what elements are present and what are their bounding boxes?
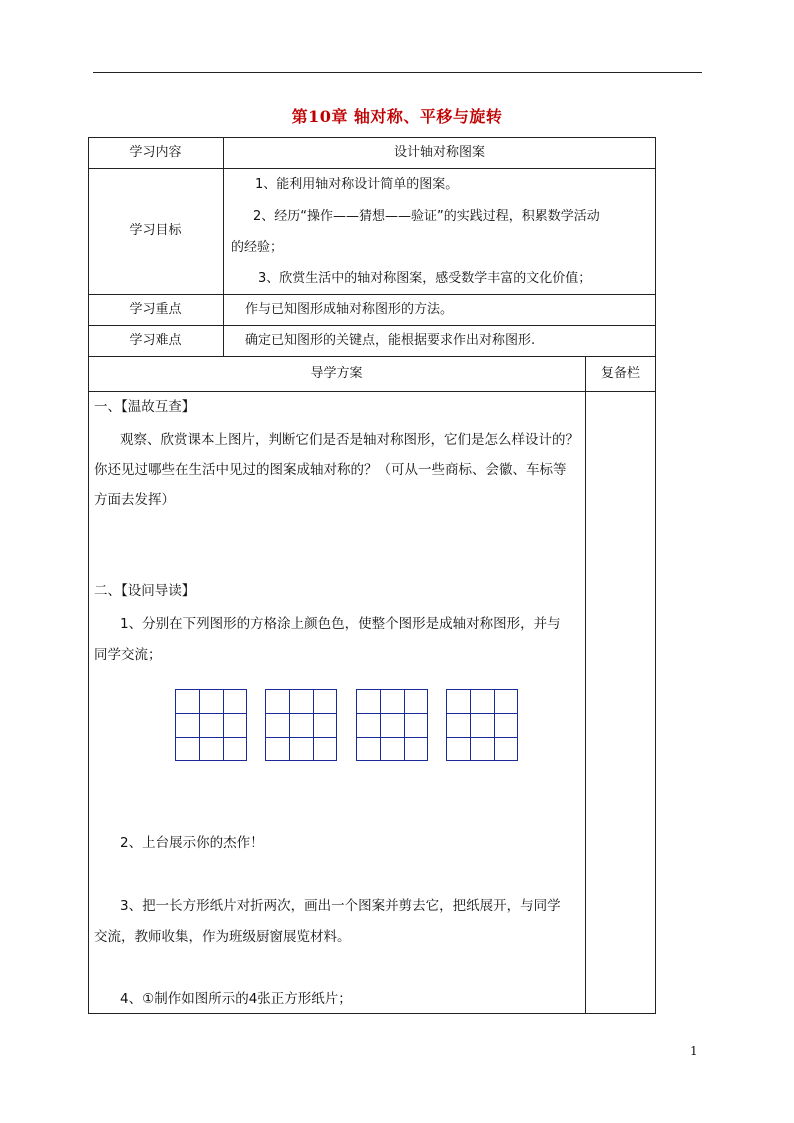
row-divider — [88, 168, 656, 169]
row-label-key-point: 学习重点 — [129, 302, 182, 317]
question-text: 1、分别在下列图形的方格涂上颜色色，使整个图形是成轴对称图形，并与 — [120, 616, 561, 632]
row-value-content: 设计轴对称图案 — [393, 145, 485, 160]
square-grid — [265, 689, 337, 761]
header-rule — [93, 72, 702, 73]
goal-line: 1、能利用轴对称设计简单的图案。 — [255, 177, 459, 192]
guide-header: 导学方案 — [310, 366, 363, 381]
goal-line: 3、欣赏生活中的轴对称图案，感受数学丰富的文化价值； — [258, 271, 592, 286]
question-text: 同学交流； — [94, 647, 162, 663]
row-value-key-point: 作与已知图形成轴对称图形的方法。 — [245, 302, 454, 317]
section-text: 方面去发挥） — [94, 492, 175, 508]
question-text: 4、①制作如图所示的4张正方形纸片； — [120, 991, 352, 1007]
section-text: 观察、欣赏课本上图片，判断它们是否是轴对称图形，它们是怎么样设计的？ — [120, 432, 579, 448]
row-divider — [88, 325, 656, 326]
question-text: 交流，教师收集，作为班级厨窗展览材料。 — [94, 929, 351, 945]
goal-line: 2、经历“操作——猜想——验证”的实践过程，积累数学活动 — [253, 209, 600, 224]
page-number: 1 — [690, 1044, 698, 1058]
review-header: 复备栏 — [600, 366, 640, 381]
square-grid — [356, 689, 428, 761]
question-text: 2、上台展示你的杰作！ — [120, 835, 264, 851]
section-heading: 二、【设问导读】 — [94, 583, 196, 599]
column-divider — [223, 137, 224, 356]
chapter-title: 第10章 轴对称、平移与旋转 — [291, 107, 503, 126]
section-text: 你还见过哪些在生活中见过的图案成轴对称的？（可从一些商标、会徽、车标等 — [94, 462, 567, 478]
row-label-difficulty: 学习难点 — [129, 333, 182, 348]
row-label-content: 学习内容 — [129, 145, 182, 160]
goal-line: 的经验； — [231, 240, 284, 255]
row-label-goals: 学习目标 — [129, 223, 182, 238]
section-heading: 一、【温故互查】 — [94, 399, 196, 415]
square-grid — [446, 689, 518, 761]
question-text: 3、把一长方形纸片对折两次，画出一个图案并剪去它，把纸展开，与同学 — [120, 898, 561, 914]
row-divider — [88, 356, 656, 357]
column-divider — [585, 356, 586, 1014]
row-divider — [88, 294, 656, 295]
row-value-difficulty: 确定已知图形的关键点，能根据要求作出对称图形. — [245, 333, 536, 348]
square-grid — [175, 689, 247, 761]
